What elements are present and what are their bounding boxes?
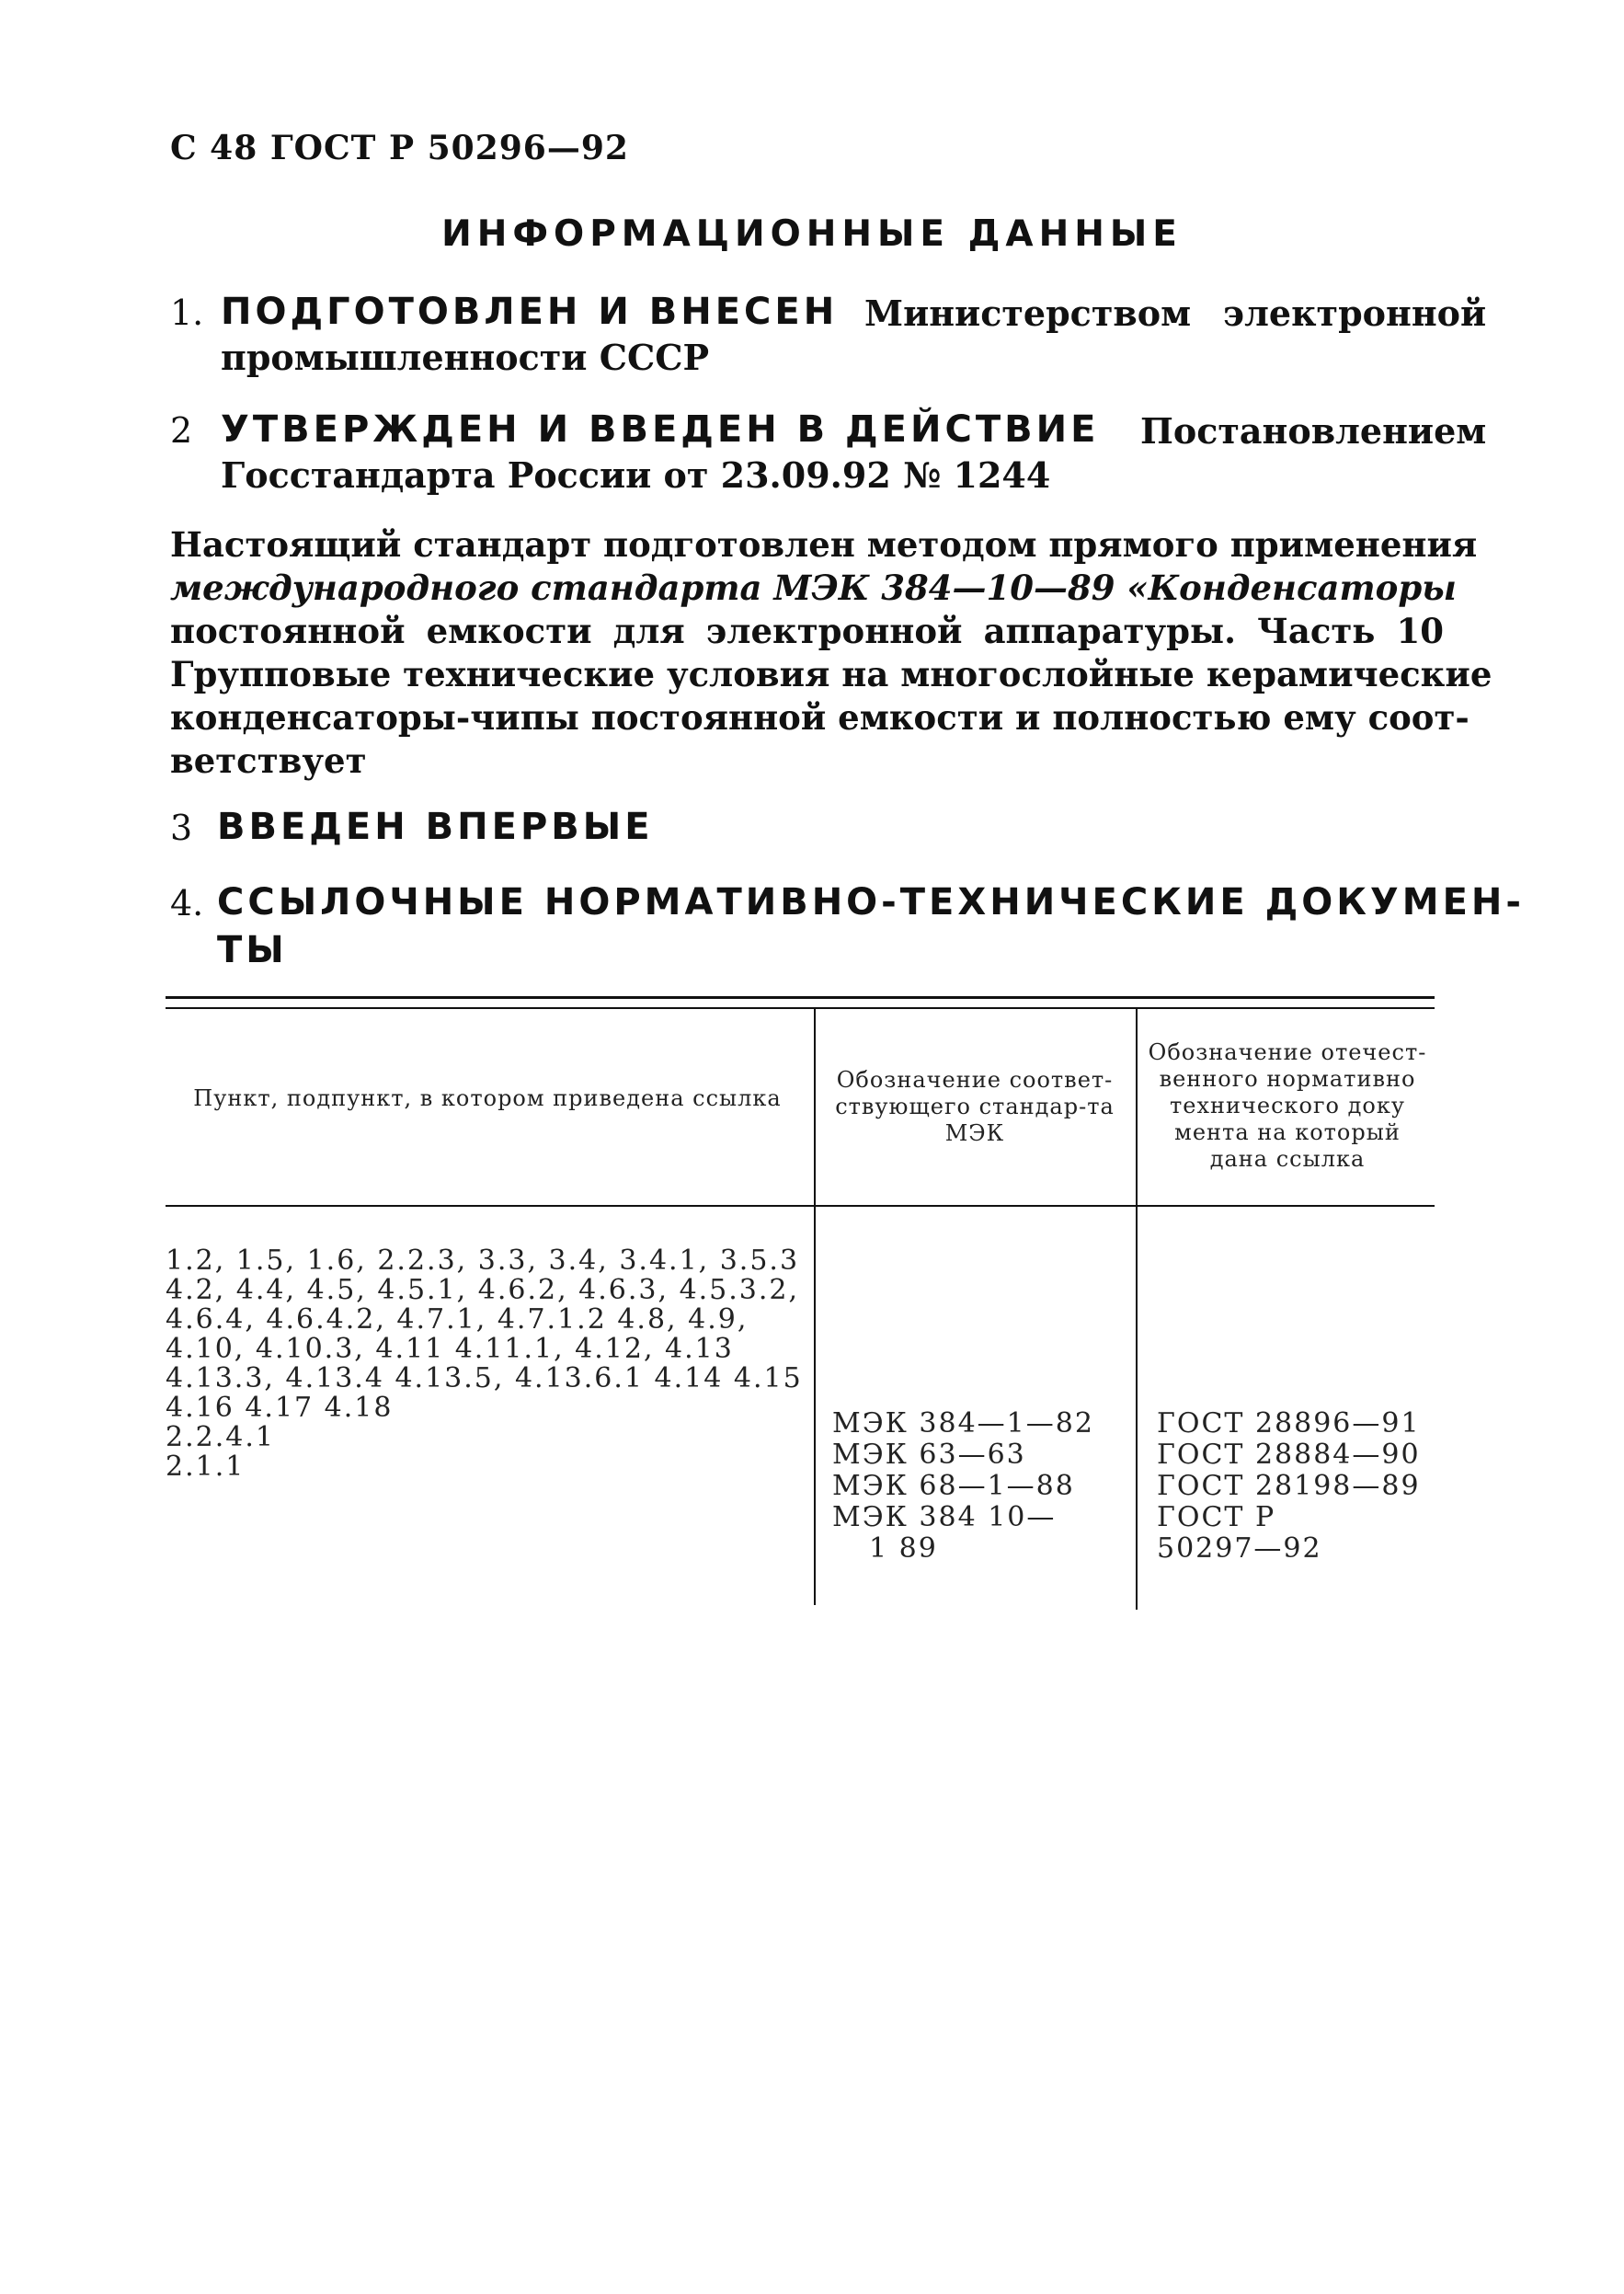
section-4-number: 4. bbox=[170, 883, 204, 923]
section-2-label: УТВЕРЖДЕН И ВВЕДЕН В ДЕЙСТВИЕ bbox=[221, 408, 1100, 451]
col1-line: 4.6.4, 4.6.4.2, 4.7.1, 4.7.1.2 4.8, 4.9, bbox=[166, 1303, 749, 1336]
col1-line: 1.2, 1.5, 1.6, 2.2.3, 3.3, 3.4, 3.4.1, 3.5.3 bbox=[166, 1244, 800, 1277]
col2-line: МЭК 63—63 bbox=[832, 1439, 1026, 1471]
col2-line: 1 89 bbox=[869, 1532, 938, 1565]
paragraph-line-2: международного стандарта МЭК 384—10—89 «Конденсаторы bbox=[170, 568, 1457, 608]
section-2-number: 2 bbox=[170, 410, 193, 451]
section-1-text-a: Министерством bbox=[864, 292, 1192, 334]
col1-line: 4.2, 4.4, 4.5, 4.5.1, 4.6.2, 4.6.3, 4.5.3.2, bbox=[166, 1274, 800, 1306]
col2-line: МЭК 68—1—88 bbox=[832, 1470, 1075, 1502]
section-2-text-c: Госстандарта России от 23.09.92 № 1244 bbox=[221, 454, 1051, 496]
page-title: ИНФОРМАЦИОННЫЕ ДАННЫЕ bbox=[441, 213, 1183, 255]
col1-line: 2.1.1 bbox=[166, 1451, 246, 1483]
col1-line: 4.13.3, 4.13.4 4.13.5, 4.13.6.1 4.14 4.15 bbox=[166, 1362, 803, 1394]
col3-line: ГОСТ 28884—90 bbox=[1157, 1439, 1421, 1471]
page-header: С 48 ГОСТ Р 50296—92 bbox=[170, 129, 629, 167]
col3-line: 50297—92 bbox=[1157, 1532, 1322, 1565]
col1-line: 2.2.4.1 bbox=[166, 1421, 275, 1453]
section-2-text-a: Постановлением bbox=[1140, 410, 1487, 452]
col1-line: 4.10, 4.10.3, 4.11 4.11.1, 4.12, 4.13 bbox=[166, 1333, 734, 1365]
table-divider-1 bbox=[814, 1007, 816, 1605]
paragraph-line-4: Групповые технические условия на многослойные керамические bbox=[170, 654, 1492, 694]
col1-line: 4.16 4.17 4.18 bbox=[166, 1392, 394, 1424]
table-divider-2 bbox=[1136, 1007, 1138, 1610]
section-1-text-c: промышленности СССР bbox=[221, 337, 710, 378]
col2-line: МЭК 384 10— bbox=[832, 1501, 1057, 1533]
section-4-label-continuation: ТЫ bbox=[217, 929, 288, 971]
table-cell-col1 bbox=[166, 1246, 803, 1482]
section-3-label: ВВЕДЕН ВПЕРВЫЕ bbox=[217, 806, 654, 848]
section-1-number: 1. bbox=[170, 292, 204, 333]
section-3-number: 3 bbox=[170, 808, 193, 848]
table-cell-col2 bbox=[832, 1408, 1094, 1565]
table-header-col3: Обозначение отечест-венного нормативно технического доку мента на который дана ссылка bbox=[1148, 1039, 1427, 1172]
table-header-col1: Пункт, подпункт, в котором приведена ссылка bbox=[193, 1085, 782, 1111]
paragraph-line-1: Настоящий стандарт подготовлен методом прямого применения bbox=[170, 524, 1478, 565]
table-header-top-rule bbox=[166, 1007, 1435, 1009]
table-header-col2: Обозначение соответ-ствующего стандар-та МЭК bbox=[835, 1067, 1115, 1146]
paragraph-line-6: ветствует bbox=[170, 740, 367, 781]
paragraph-line-3: постоянной емкости для электронной аппаратуры. Часть 10 bbox=[170, 611, 1444, 651]
section-1-label: ПОДГОТОВЛЕН И ВНЕСЕН bbox=[221, 291, 839, 333]
table-header-bottom-rule bbox=[166, 1205, 1435, 1207]
col3-line: ГОСТ Р bbox=[1157, 1501, 1276, 1533]
table-cell-col3 bbox=[1157, 1408, 1421, 1565]
col3-line: ГОСТ 28198—89 bbox=[1157, 1470, 1421, 1502]
col2-line: МЭК 384—1—82 bbox=[832, 1407, 1094, 1439]
section-1-text-b: электронной bbox=[1223, 292, 1487, 334]
col3-line: ГОСТ 28896—91 bbox=[1157, 1407, 1421, 1439]
section-4-label: ССЫЛОЧНЫЕ НОРМАТИВНО-ТЕХНИЧЕСКИЕ ДОКУМЕН- bbox=[217, 881, 1525, 923]
paragraph-line-5: конденсаторы-чипы постоянной емкости и полностью ему соот- bbox=[170, 697, 1470, 738]
table-top-rule bbox=[166, 996, 1435, 999]
